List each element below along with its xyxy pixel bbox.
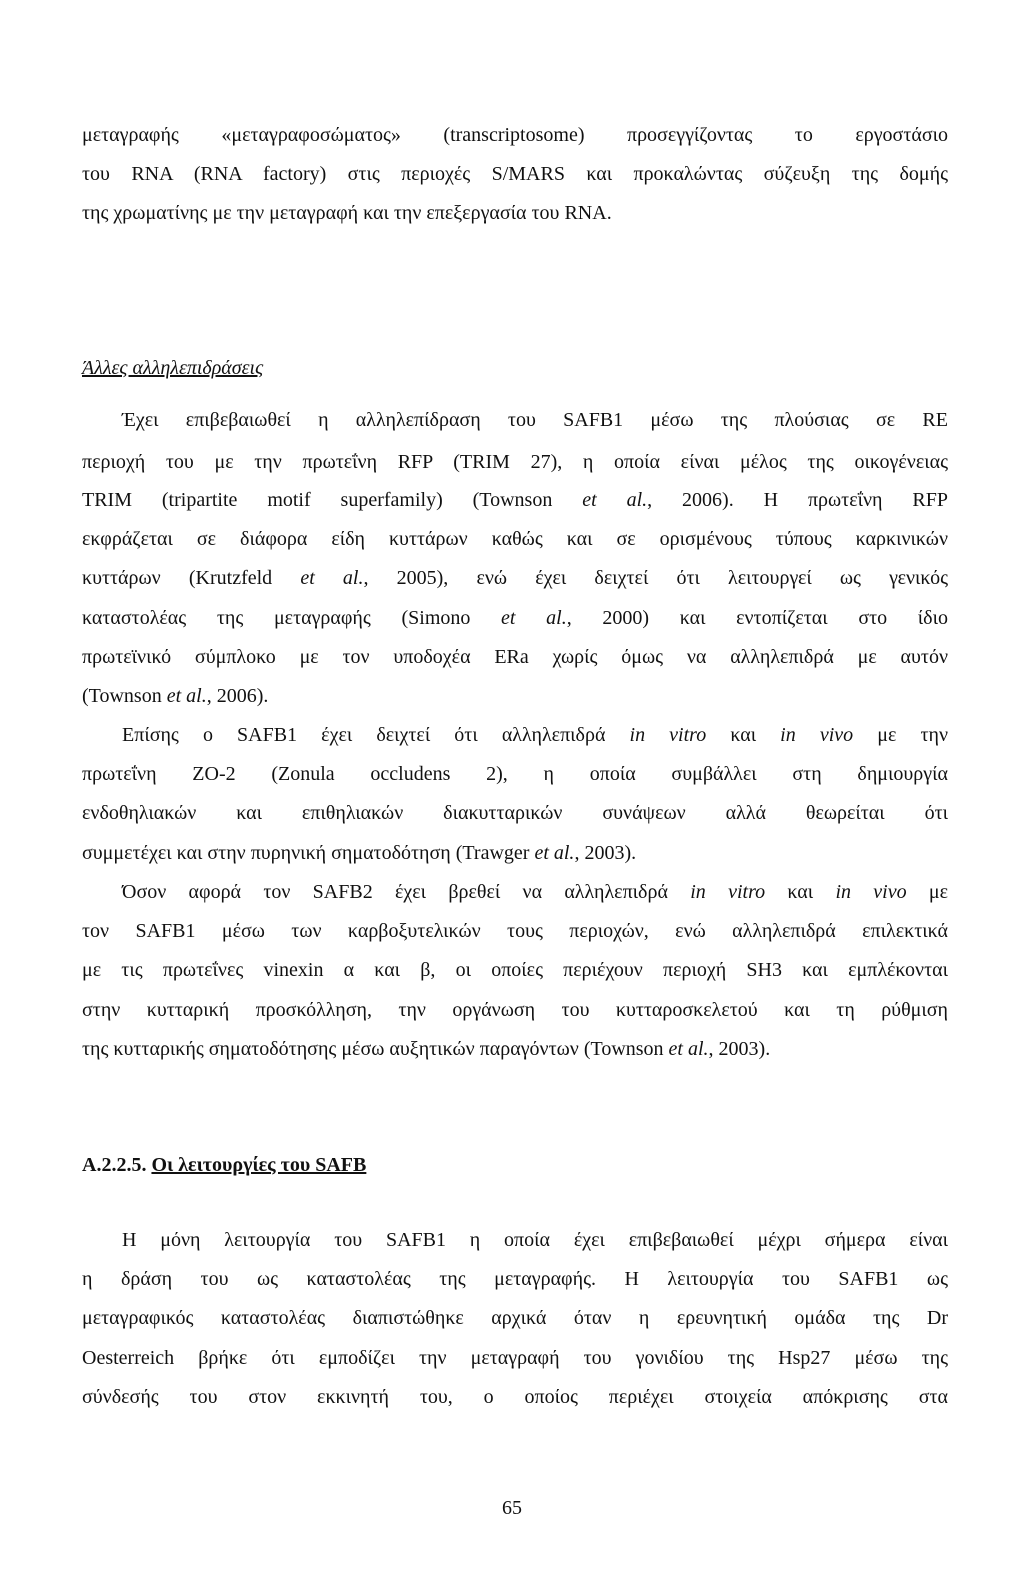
paragraph-3-line-1: Επίσης ο SAFB1 έχει δειχτεί ότι αλληλεπιδρά in vitro και in vivo με την (122, 724, 948, 746)
paragraph-5-line-4: Oesterreich βρήκε ότι εμποδίζει την μεταγραφή του γονιδίου της Hsp27 μέσω της (82, 1347, 948, 1369)
paragraph-2-line-1: Έχει επιβεβαιωθεί η αλληλεπίδραση του SAFB1 μέσω της πλούσιας σε RE (122, 409, 948, 431)
paragraph-2-line-2: περιοχή του με την πρωτεΐνη RFP (TRIM 27), η οποία είναι μέλος της οικογένειας (82, 451, 948, 473)
subsection-heading: Άλλες αλληλεπιδράσεις (82, 357, 264, 379)
paragraph-3-line-3: ενδοθηλιακών και επιθηλιακών διακυτταρικών συνάψεων αλλά θεωρείται ότι (82, 802, 948, 824)
paragraph-1-line-2: του RNA (RNA factory) στις περιοχές S/MARS και προκαλώντας σύζευξη της δομής (82, 163, 948, 185)
paragraph-2-line-6: καταστολέας της μεταγραφής (Simono et al., 2000) και εντοπίζεται στο ίδιο (82, 607, 948, 629)
paragraph-1-line-1: μεταγραφής «μεταγραφοσώματος» (transcriptosome) προσεγγίζοντας το εργοστάσιο (82, 124, 948, 146)
paragraph-4-line-1: Όσον αφορά τον SAFB2 έχει βρεθεί να αλληλεπιδρά in vitro και in vivo με (122, 881, 948, 903)
paragraph-4-line-5: της κυτταρικής σηματοδότησης μέσω αυξητικών παραγόντων (Townson et al., 2003). (82, 1038, 771, 1060)
section-heading (82, 1153, 366, 1177)
paragraph-2-line-5: κυττάρων (Krutzfeld et al., 2005), ενώ έχει δειχτεί ότι λειτουργεί ως γενικός (82, 567, 948, 589)
section-number: A.2.2.5. (82, 1154, 147, 1176)
section-title: Οι λειτουργίες του SAFB (151, 1154, 367, 1176)
paragraph-2-line-3: TRIM (tripartite motif superfamily) (Townson et al., 2006). Η πρωτεΐνη RFP (82, 489, 948, 511)
paragraph-2-line-4: εκφράζεται σε διάφορα είδη κυττάρων καθώς και σε ορισμένους τύπους καρκινικών (82, 528, 948, 550)
paragraph-2-line-8: (Townson et al., 2006). (82, 685, 269, 707)
paragraph-4-line-4: στην κυτταρική προσκόλληση, την οργάνωση του κυτταροσκελετού και τη ρύθμιση (82, 999, 948, 1021)
paragraph-1-line-3: της χρωματίνης με την μεταγραφή και την επεξεργασία του RNA. (82, 202, 612, 224)
paragraph-2-line-7: πρωτεϊνικό σύμπλοκο με τον υποδοχέα ERa χωρίς όμως να αλληλεπιδρά με αυτόν (82, 646, 948, 668)
paragraph-5-line-5: σύνδεσής του στον εκκινητή του, ο οποίος περιέχει στοιχεία απόκρισης στα (82, 1386, 948, 1408)
paragraph-5-line-1: Η μόνη λειτουργία του SAFB1 η οποία έχει επιβεβαιωθεί μέχρι σήμερα είναι (122, 1229, 948, 1251)
paragraph-4-line-2: τον SAFB1 μέσω των καρβοξυτελικών τους περιοχών, ενώ αλληλεπιδρά επιλεκτικά (82, 920, 948, 942)
paragraph-3-line-4: συμμετέχει και στην πυρηνική σηματοδότηση (Trawger et al., 2003). (82, 842, 637, 864)
page-number: 65 (502, 1497, 522, 1519)
paragraph-3-line-2: πρωτεΐνη ZO-2 (Zonula occludens 2), η οποία συμβάλλει στη δημιουργία (82, 763, 948, 785)
paragraph-5-line-2: η δράση του ως καταστολέας της μεταγραφής. Η λειτουργία του SAFB1 ως (82, 1268, 948, 1290)
paragraph-4-line-3: με τις πρωτεΐνες vinexin α και β, οι οποίες περιέχουν περιοχή SH3 και εμπλέκονται (82, 959, 948, 981)
paragraph-5-line-3: μεταγραφικός καταστολέας διαπιστώθηκε αρχικά όταν η ερευνητική ομάδα της Dr (82, 1307, 948, 1329)
